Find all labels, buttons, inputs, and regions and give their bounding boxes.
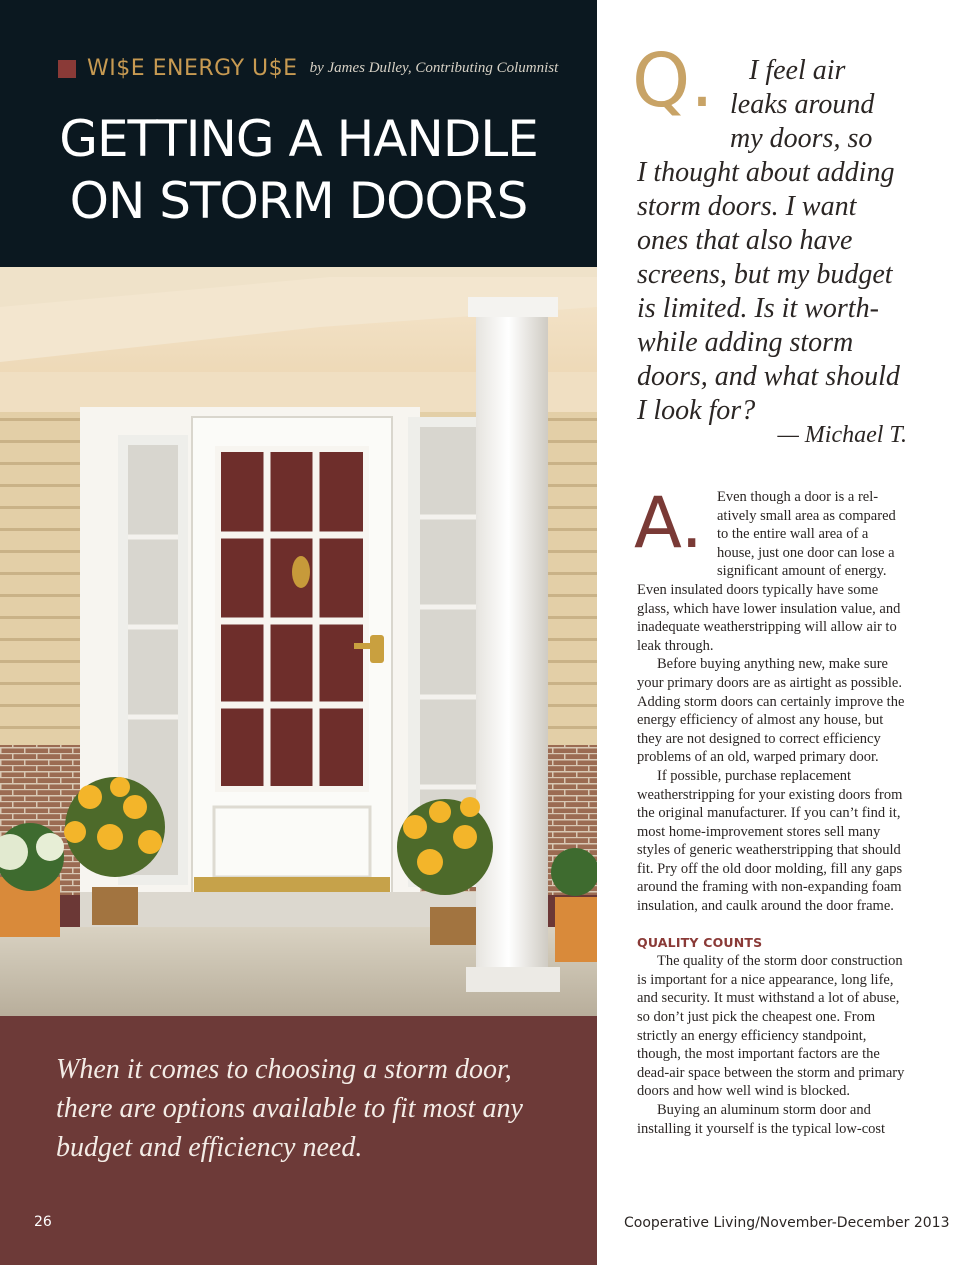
question-line: I thought about adding bbox=[637, 157, 895, 188]
question-line: storm doors. I want bbox=[637, 191, 857, 222]
headline-line-1: GETTING A HANDLE bbox=[59, 110, 538, 168]
answer-dropcap-line: house, just one door can lose a bbox=[717, 544, 895, 561]
question-line: my doors, so bbox=[730, 123, 873, 154]
question-line: doors, and what should bbox=[637, 361, 900, 392]
question-line: I look for? bbox=[637, 395, 756, 426]
answer-letter: A. bbox=[634, 482, 703, 564]
answer-paragraph: The quality of the storm door construction is important for a nice appearance, long life, and security. It must withstand a lot of abuse, so don’t just pick the cheapest one. From strictly an energy efficiency standpoint, though, the most important factors are the dead-air space between the storm and primary doors and how well wind is blocked. bbox=[637, 953, 905, 1100]
answer-paragraph: Before buying anything new, make sure your primary doors are as airtight as possible. Adding storm doors can certainly improve the energy efficiency of almost any house, but they are not designed to correct efficiency problems of an old, warped primary door. bbox=[637, 656, 905, 766]
publication-footer: Cooperative Living/November-December 2013 bbox=[624, 1215, 950, 1231]
photo-caption: When it comes to choosing a storm door, there are options available to fit most any budget and efficiency need. bbox=[56, 1054, 523, 1163]
answer-dropcap-line: to the entire wall area of a bbox=[717, 526, 869, 543]
column-name: WI$E ENERGY U$E bbox=[87, 56, 298, 81]
question-line: while adding storm bbox=[637, 327, 854, 358]
answer-paragraph: Buying an aluminum storm door and installing it yourself is the typical low-cost bbox=[637, 1102, 886, 1137]
question-line: is limited. Is it worth- bbox=[637, 293, 879, 324]
kicker-square-icon bbox=[58, 60, 76, 78]
headline-line-2: ON STORM DOORS bbox=[69, 172, 528, 230]
question-letter: Q. bbox=[632, 38, 714, 124]
answer-dropcap-line: atively small area as compared bbox=[717, 507, 896, 524]
byline: by James Dulley, Contributing Columnist bbox=[309, 60, 559, 76]
question-line: screens, but my budget bbox=[637, 259, 893, 290]
question-line: leaks around bbox=[730, 89, 875, 120]
question-attribution: — Michael T. bbox=[777, 422, 907, 448]
storm-door-photo bbox=[0, 267, 597, 1016]
question-line: ones that also have bbox=[637, 225, 853, 256]
question-line: I feel air bbox=[749, 55, 846, 86]
article-header bbox=[0, 0, 597, 267]
answer-text: Even insulated doors typically have some glass, which have lower insulation value, and inadequate weatherstripping will allow air to leak through. bbox=[637, 581, 901, 654]
answer-paragraph bbox=[637, 488, 907, 655]
section-subhead: QUALITY COUNTS bbox=[637, 934, 763, 950]
reader-question bbox=[637, 54, 927, 428]
answer-dropcap-line: significant amount of energy. bbox=[717, 563, 887, 580]
answer-paragraph: If possible, purchase replacement weatherstripping for your existing doors from the original manufacturer. If you can’t find it, most home-improvement stores sell many styles of generic weatherstripping that should fit. Pry off the old door molding, fill any gaps around the framing with non-expanding foam insulation, and caulk around the door frame. bbox=[637, 767, 903, 915]
answer-body bbox=[637, 488, 907, 1138]
column-kicker bbox=[58, 56, 558, 81]
page-number: 26 bbox=[34, 1214, 52, 1230]
answer-dropcap-line: Even though a door is a rel- bbox=[717, 489, 879, 505]
